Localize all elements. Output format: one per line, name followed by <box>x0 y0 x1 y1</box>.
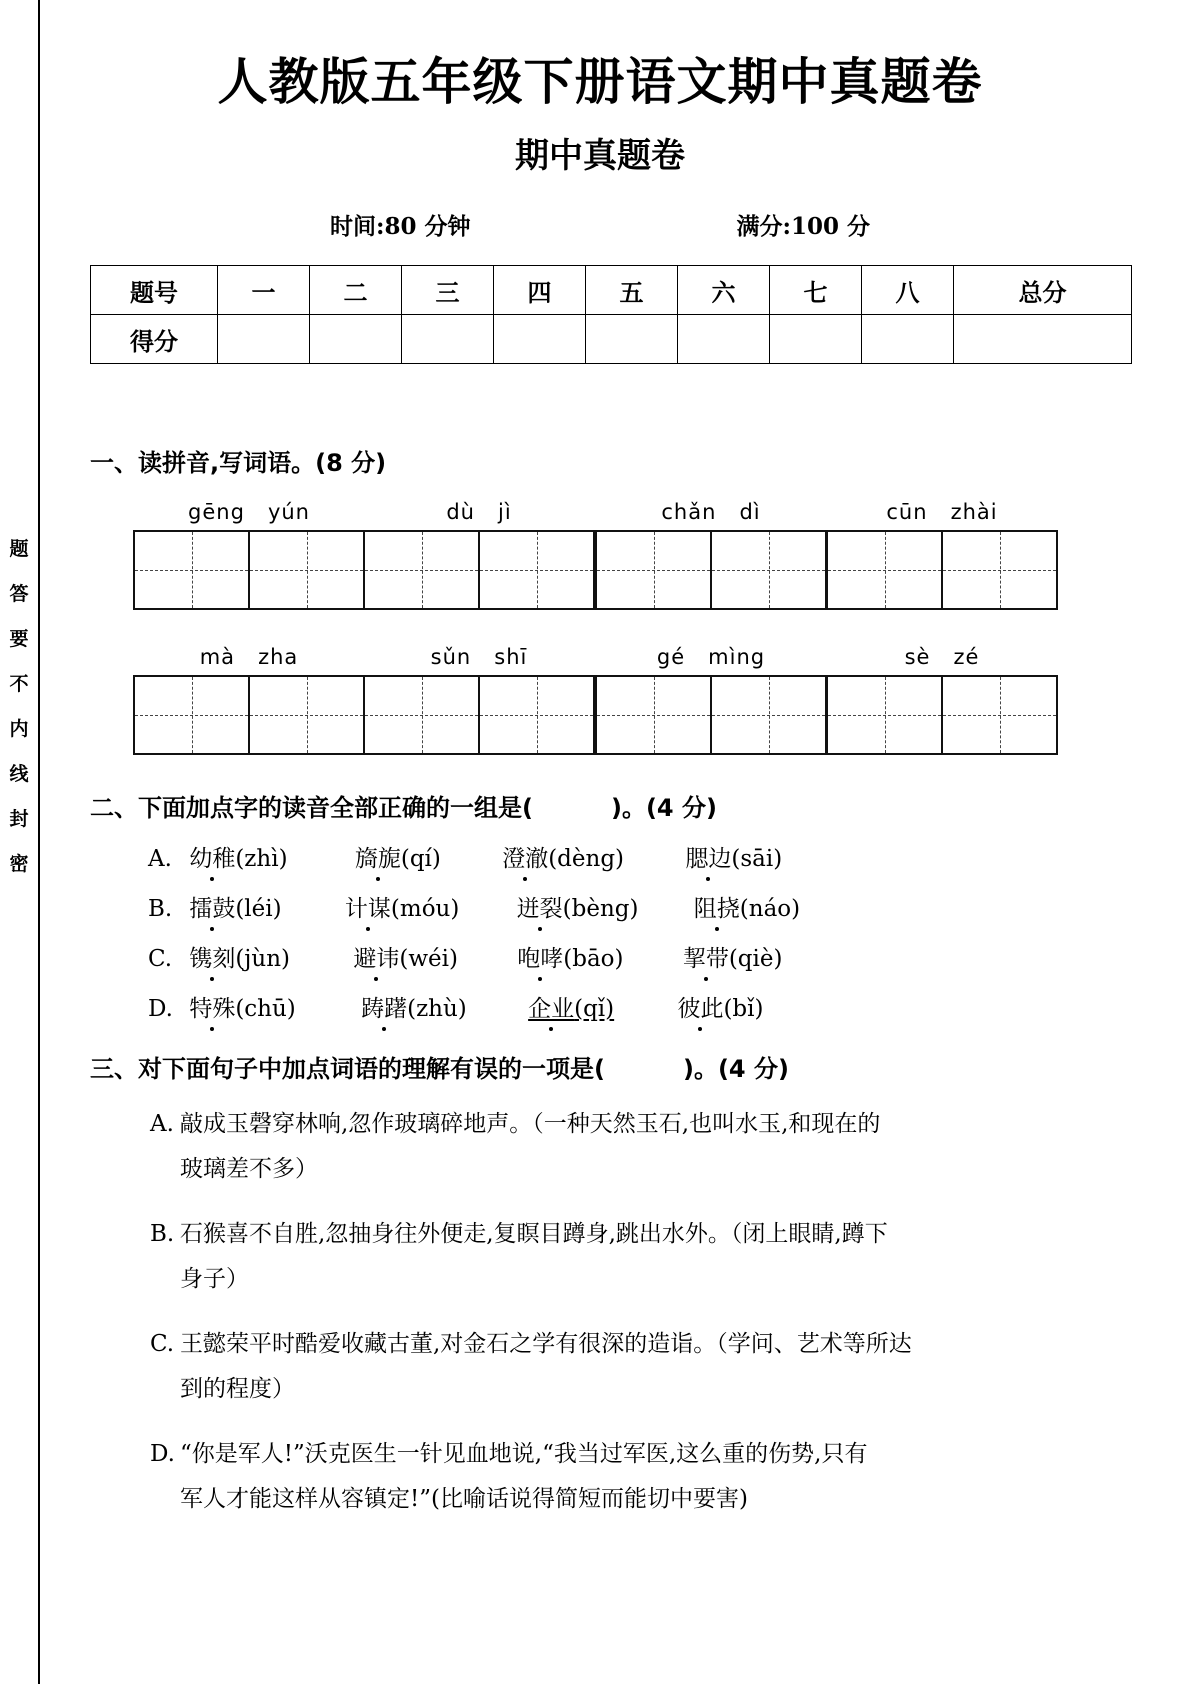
dotted-char: 旖旎 <box>354 846 401 872</box>
score-table-total-label: 总分 <box>954 266 1132 315</box>
section-1-heading <box>90 443 386 478</box>
option-item <box>694 890 800 923</box>
option-tag: B. <box>150 1221 175 1247</box>
section-2-heading-text: 二、下面加点字的读音全部正确的一组是( <box>90 794 533 822</box>
score-table-row-label-2: 得分 <box>91 315 218 364</box>
score-cell-1[interactable] <box>218 315 310 364</box>
option-item <box>528 990 614 1023</box>
tianzi-cell[interactable] <box>248 677 363 753</box>
option-pinyin: (qí) <box>400 846 441 872</box>
pinyin-syllable-4a: cūn <box>886 500 928 524</box>
pinyin-label-2 <box>363 500 595 524</box>
pinyin-label-8 <box>826 645 1058 669</box>
section-3-option-a[interactable] <box>150 1098 880 1150</box>
seal-char-5: 线 <box>9 763 29 785</box>
pinyin-syllable-1b: yún <box>267 500 310 524</box>
option-pinyin: (bāo) <box>563 946 624 972</box>
pinyin-group-2 <box>363 500 595 610</box>
pinyin-label-4 <box>826 500 1058 524</box>
option-pinyin: (dèng) <box>548 846 625 872</box>
option-item <box>355 840 441 873</box>
seal-margin-text <box>0 540 38 900</box>
dotted-char: 镌刻 <box>189 946 236 972</box>
pinyin-group-5 <box>133 645 365 755</box>
option-item <box>683 940 783 973</box>
option-pinyin: (bèng) <box>562 896 639 922</box>
score-table-col-3: 三 <box>402 266 494 315</box>
score-cell-7[interactable] <box>770 315 862 364</box>
dotted-char: 企业 <box>528 996 575 1022</box>
option-item <box>345 890 459 923</box>
option-item <box>685 840 782 873</box>
dotted-char: 计谋 <box>344 896 391 922</box>
section-3-option-b-line2: 身子） <box>180 1266 249 1292</box>
tianzi-cell[interactable] <box>710 532 825 608</box>
option-pinyin: (qiè) <box>728 946 783 972</box>
option-pinyin: (sāi) <box>731 846 783 872</box>
option-pinyin: (chū) <box>235 996 296 1022</box>
pinyin-label-3 <box>595 500 827 524</box>
section-2-points: (4 分) <box>645 794 717 822</box>
tianzi-cell[interactable] <box>941 677 1056 753</box>
option-pinyin: (zhì) <box>235 846 288 872</box>
pinyin-syllable-5a: mà <box>199 645 236 669</box>
option-item <box>517 940 623 973</box>
section-2-heading <box>90 788 717 823</box>
pinyin-syllable-5b: zha <box>258 645 299 669</box>
seal-char-2: 要 <box>9 628 29 650</box>
score-cell-6[interactable] <box>678 315 770 364</box>
score-cell-5[interactable] <box>586 315 678 364</box>
section-2-option-c[interactable] <box>148 940 782 973</box>
option-item <box>189 890 281 923</box>
seal-margin-rule <box>38 0 40 1684</box>
pinyin-group-7 <box>595 645 827 755</box>
option-item <box>502 840 624 873</box>
option-line-1: “你是军人!”沃克医生一针见血地说,“我当过军医,这么重的伤势,只有 <box>180 1441 868 1467</box>
tianzi-cell[interactable] <box>478 532 593 608</box>
score-table-col-2: 二 <box>310 266 402 315</box>
score-table-col-1: 一 <box>218 266 310 315</box>
option-line-1: 石猴喜不自胜,忽抽身往外便走,复瞑目蹲身,跳出水外。（闭上眼睛,蹲下 <box>180 1221 888 1247</box>
pinyin-label-6 <box>363 645 595 669</box>
seal-char-6: 封 <box>9 808 29 830</box>
option-item <box>677 990 763 1023</box>
dotted-char: 澄澈 <box>502 846 549 872</box>
dotted-char: 踌躇 <box>361 996 408 1022</box>
option-pinyin: (bǐ) <box>723 996 764 1022</box>
pinyin-syllable-8a: sè <box>904 645 931 669</box>
section-2-option-a[interactable] <box>148 840 782 873</box>
tianzi-grid-7[interactable] <box>595 675 827 755</box>
tianzi-cell[interactable] <box>135 532 248 608</box>
option-item <box>189 990 295 1023</box>
pinyin-syllable-3a: chǎn <box>661 500 717 524</box>
tianzi-cell[interactable] <box>828 532 941 608</box>
dotted-char: 彼此 <box>677 996 724 1022</box>
option-tag: C. <box>150 1331 175 1357</box>
pinyin-group-6 <box>363 645 595 755</box>
option-tag: C. <box>148 946 173 972</box>
pinyin-syllable-4b: zhài <box>950 500 998 524</box>
section-3-option-b[interactable] <box>150 1208 888 1260</box>
section-3-points: (4 分) <box>717 1055 789 1083</box>
tianzi-grid-6[interactable] <box>363 675 595 755</box>
tianzi-cell[interactable] <box>941 532 1056 608</box>
option-item <box>189 840 287 873</box>
score-table <box>90 265 1132 364</box>
dotted-char: 避讳 <box>353 946 400 972</box>
section-1-points: (8 分) <box>315 449 387 477</box>
page-title: 人教版五年级下册语文期中真题卷 <box>217 53 983 111</box>
tianzi-cell[interactable] <box>365 532 478 608</box>
score-table-col-8: 八 <box>862 266 954 315</box>
pinyin-label-5 <box>133 645 365 669</box>
pinyin-group-4 <box>826 500 1058 610</box>
score-table-col-7: 七 <box>770 266 862 315</box>
tianzi-cell[interactable] <box>365 677 478 753</box>
section-2-heading-tail: )。 <box>610 794 646 822</box>
pinyin-syllable-7b: mìng <box>708 645 766 669</box>
option-pinyin: (jùn) <box>235 946 291 972</box>
section-3-option-d-line2: 军人才能这样从容镇定!”(比喻话说得简短而能切中要害) <box>180 1486 748 1512</box>
tianzi-grid-4[interactable] <box>826 530 1058 610</box>
option-line-1: 敲成玉磬穿林响,忽作玻璃碎地声。（一种天然玉石,也叫水玉,和现在的 <box>180 1111 881 1137</box>
tianzi-grid-2[interactable] <box>363 530 595 610</box>
tianzi-cell[interactable] <box>478 677 593 753</box>
option-item <box>189 940 290 973</box>
section-2-option-b[interactable] <box>148 890 800 923</box>
score-cell-3[interactable] <box>402 315 494 364</box>
tianzi-cell[interactable] <box>710 677 825 753</box>
table-row-scores <box>91 315 1132 364</box>
pinyin-group-8 <box>826 645 1058 755</box>
score-table-col-6: 六 <box>678 266 770 315</box>
exam-meta <box>330 208 870 241</box>
pinyin-syllable-6b: shī <box>494 645 528 669</box>
pinyin-syllable-2a: dù <box>446 500 475 524</box>
option-item <box>361 990 467 1023</box>
dotted-char: 咆哮 <box>517 946 564 972</box>
section-3-heading-text: 三、对下面句子中加点词语的理解有误的一项是( <box>90 1055 605 1083</box>
option-pinyin: (zhù) <box>407 996 467 1022</box>
section-3-option-d[interactable] <box>150 1428 867 1480</box>
section-3-heading <box>90 1049 789 1084</box>
dotted-char: 擂鼓 <box>189 896 236 922</box>
seal-char-4: 内 <box>9 718 29 740</box>
tianzi-grid-1[interactable] <box>133 530 365 610</box>
seal-char-3: 不 <box>9 673 29 695</box>
score-table-row-label-1: 题号 <box>91 266 218 315</box>
seal-char-7: 密 <box>9 853 29 875</box>
seal-char-0: 题 <box>9 538 29 560</box>
score-table-col-4: 四 <box>494 266 586 315</box>
seal-char-1: 答 <box>9 583 29 605</box>
table-row-question-numbers <box>91 266 1132 315</box>
tianzi-cell[interactable] <box>597 532 710 608</box>
pinyin-syllable-6a: sǔn <box>430 645 472 669</box>
tianzi-cell[interactable] <box>597 677 710 753</box>
tianzi-cell[interactable] <box>248 532 363 608</box>
pinyin-label-1 <box>133 500 365 524</box>
tianzi-grid-8[interactable] <box>826 675 1058 755</box>
dotted-char: 阻挠 <box>693 896 740 922</box>
score-cell-8[interactable] <box>862 315 954 364</box>
dotted-char: 特殊 <box>189 996 236 1022</box>
dotted-char: 腮边 <box>685 846 732 872</box>
section-3-heading-tail: )。 <box>682 1055 718 1083</box>
option-tag: A. <box>150 1111 174 1137</box>
section-3-option-c[interactable] <box>150 1318 912 1370</box>
pinyin-group-3 <box>595 500 827 610</box>
pinyin-group-1 <box>133 500 365 610</box>
score-cell-2[interactable] <box>310 315 402 364</box>
full-marks: 满分:100 分 <box>736 213 870 240</box>
section-3-option-c-line2: 到的程度） <box>180 1376 295 1402</box>
score-cell-4[interactable] <box>494 315 586 364</box>
option-tag: A. <box>148 846 172 872</box>
pinyin-label-7 <box>595 645 827 669</box>
pinyin-syllable-2b: jì <box>498 500 512 524</box>
option-tag: B. <box>148 896 173 922</box>
option-item <box>517 890 639 923</box>
score-table-col-5: 五 <box>586 266 678 315</box>
pinyin-syllable-1a: gēng <box>188 500 245 524</box>
section-3-option-a-line2: 玻璃差不多） <box>180 1156 318 1182</box>
time-limit: 时间:80 分钟 <box>330 213 471 240</box>
dotted-char: 挈带 <box>682 946 729 972</box>
option-tag: D. <box>150 1441 175 1467</box>
option-tag: D. <box>148 996 173 1022</box>
option-pinyin: (léi) <box>235 896 282 922</box>
tianzi-cell[interactable] <box>828 677 941 753</box>
tianzi-grid-5[interactable] <box>133 675 365 755</box>
dotted-char: 迸裂 <box>516 896 563 922</box>
option-pinyin: (náo) <box>739 896 801 922</box>
pinyin-syllable-7a: gé <box>656 645 686 669</box>
pinyin-syllable-8b: zé <box>953 645 980 669</box>
tianzi-grid-3[interactable] <box>595 530 827 610</box>
score-cell-total[interactable] <box>954 315 1132 364</box>
dotted-char: 幼稚 <box>189 846 236 872</box>
page-subtitle: 期中真题卷 <box>515 136 685 176</box>
option-pinyin: (móu) <box>390 896 460 922</box>
option-item <box>353 940 458 973</box>
section-1-heading-text: 一、读拼音,写词语。 <box>90 449 316 477</box>
section-2-option-d[interactable] <box>148 990 763 1023</box>
option-pinyin: (wéi) <box>399 946 458 972</box>
option-pinyin: (qǐ) <box>574 996 615 1022</box>
pinyin-syllable-3b: dì <box>739 500 761 524</box>
tianzi-cell[interactable] <box>135 677 248 753</box>
option-line-1: 王懿荣平时酷爱收藏古董,对金石之学有很深的造诣。（学问、艺术等所达 <box>180 1331 912 1357</box>
